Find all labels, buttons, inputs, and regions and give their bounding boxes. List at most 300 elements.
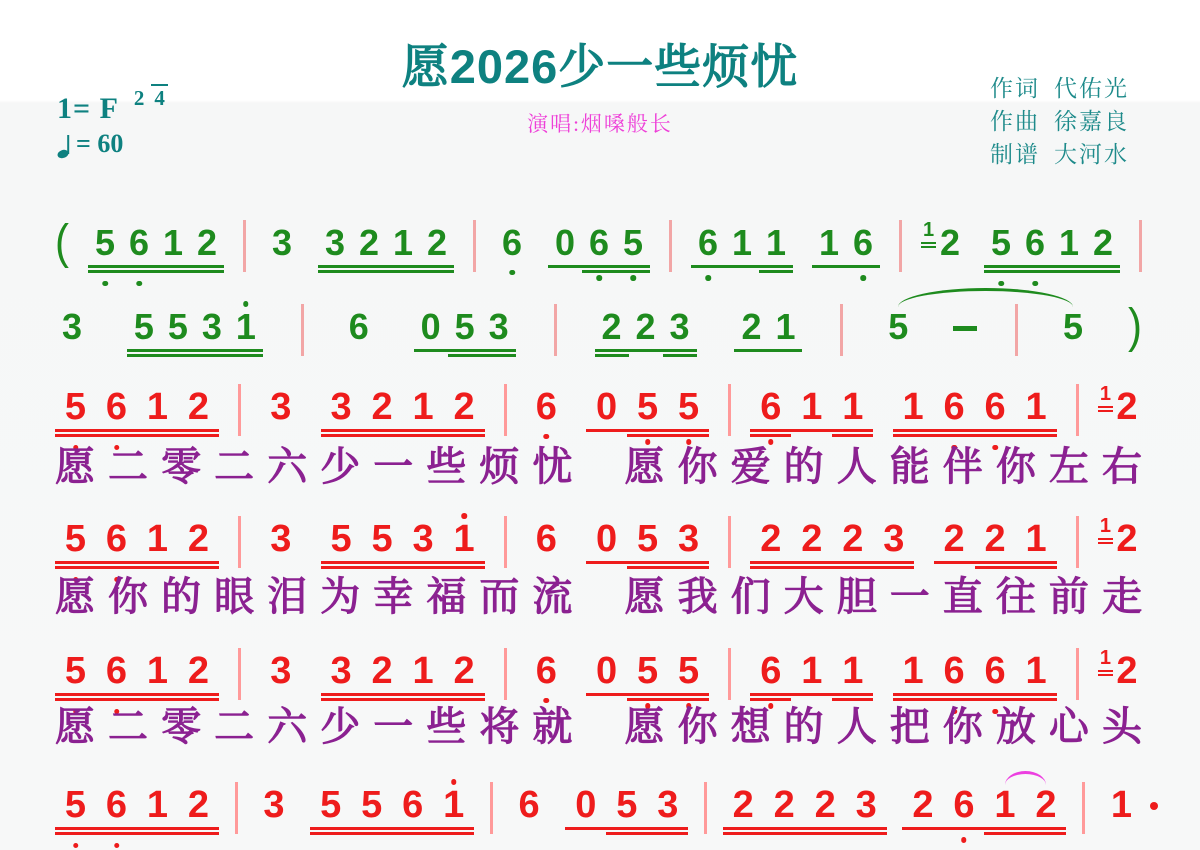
- note-digit: 5: [133, 306, 154, 347]
- note: [342, 308, 376, 346]
- grace-note: [1098, 648, 1113, 676]
- note: [1052, 224, 1086, 262]
- beam-line: [893, 429, 1057, 432]
- beam-line: [55, 693, 219, 696]
- note: [55, 786, 96, 824]
- note: [260, 520, 301, 558]
- beam-line: [55, 429, 219, 432]
- note: [137, 520, 178, 558]
- barline: [704, 782, 707, 834]
- note-digit: 1: [1025, 386, 1047, 428]
- beam-line: [586, 429, 709, 432]
- note-digit: 6: [1024, 222, 1046, 263]
- singer-line: 演唱:烟嗓般长: [527, 112, 673, 136]
- lyric-char: 们: [730, 574, 771, 619]
- note-digit: 3: [61, 306, 83, 347]
- beam-subline: [832, 434, 873, 437]
- note-digit: 1: [775, 306, 796, 347]
- lyric-char: 人: [836, 704, 877, 749]
- note: [723, 786, 764, 824]
- lyric-char: 就: [532, 704, 573, 749]
- note: [352, 224, 386, 262]
- barline: [235, 782, 238, 834]
- lyric-char: 人: [836, 444, 877, 489]
- lyric-char: 心: [1048, 704, 1089, 749]
- barline: [1076, 384, 1079, 436]
- note: [734, 308, 768, 346]
- octave-dot-low: [114, 843, 120, 849]
- beam-subline: [750, 434, 791, 437]
- beam-group: [723, 786, 887, 824]
- beam-line: [902, 827, 1066, 830]
- credit-label: 作曲: [990, 109, 1040, 134]
- barline: [301, 304, 304, 356]
- music-line-verse-3: [55, 647, 1142, 692]
- grace-digit: 1: [1099, 515, 1111, 537]
- beam-group: [893, 652, 1057, 690]
- barline: [899, 220, 902, 272]
- beam-line: [55, 827, 219, 830]
- octave-dot-low: [596, 275, 602, 281]
- note-digit: 1: [1110, 784, 1132, 826]
- beam-line: [88, 265, 224, 268]
- note-digit: 5: [622, 222, 644, 263]
- note: [403, 388, 444, 426]
- lyric-char: 二: [108, 704, 149, 749]
- barline: [669, 220, 672, 272]
- song-title: 愿2026少一些烦忧: [401, 40, 799, 93]
- note: [55, 388, 96, 426]
- note-digit: 2: [187, 518, 210, 560]
- note-digit: 1: [731, 222, 753, 263]
- note-digit: 3: [270, 518, 292, 560]
- close-paren: ): [1127, 298, 1142, 353]
- note-digit: 5: [454, 306, 475, 347]
- note-digit: 1: [453, 518, 475, 560]
- note: [265, 224, 299, 262]
- note-digit: 6: [984, 650, 1006, 692]
- octave-dot-low: [630, 275, 636, 281]
- note: [127, 308, 161, 346]
- lyric-char: 头: [1101, 704, 1142, 749]
- grace-note-pair: [1098, 516, 1142, 558]
- note: [759, 224, 793, 262]
- note-digit: 5: [330, 518, 352, 560]
- grace-digit: 1: [1099, 647, 1111, 669]
- note-digit: 6: [535, 650, 557, 692]
- octave-dot-low: [1032, 281, 1038, 287]
- beam-subline: [627, 698, 709, 701]
- note: [668, 652, 709, 690]
- beam-line: [934, 561, 1057, 564]
- note-digit: 5: [636, 386, 659, 428]
- note-digit: 0: [420, 306, 441, 347]
- lyric-char: 幸: [373, 574, 414, 619]
- note-digit: 2: [1092, 222, 1114, 263]
- note-digit: 3: [263, 784, 285, 826]
- note: [616, 224, 650, 262]
- note-digit: 2: [1035, 784, 1057, 826]
- octave-dot-low: [705, 275, 711, 281]
- note: [832, 652, 873, 690]
- note-digit: 3: [883, 518, 905, 560]
- note: [321, 652, 362, 690]
- barline: [243, 220, 246, 272]
- note-digit: 6: [128, 222, 150, 263]
- credit-name: 代佑光: [1054, 76, 1129, 101]
- beam-line: [127, 349, 263, 352]
- note-digit: 3: [412, 518, 434, 560]
- note-digit: 5: [64, 650, 87, 692]
- octave-dot-high: [461, 513, 467, 519]
- beam-line: [321, 434, 485, 437]
- beam-group: [55, 786, 219, 824]
- lyric-char: 一: [889, 574, 930, 619]
- lyrics-line-1: [55, 444, 1142, 490]
- barline: [728, 648, 731, 700]
- note: [893, 652, 934, 690]
- note: [565, 786, 606, 824]
- barline: [490, 782, 493, 834]
- note-digit: 2: [741, 306, 762, 347]
- note: [881, 308, 915, 346]
- note: [627, 652, 668, 690]
- beam-subline: [627, 434, 709, 437]
- note-digit: 2: [842, 518, 864, 560]
- note: [137, 652, 178, 690]
- note-digit: 6: [501, 222, 523, 263]
- beam-group: [750, 388, 873, 426]
- note: [1018, 224, 1052, 262]
- lyric-char: 我: [677, 574, 718, 619]
- lyric-char: 走: [1101, 574, 1142, 619]
- note: [137, 786, 178, 824]
- note-digit: 2: [814, 784, 836, 826]
- note: [595, 308, 629, 346]
- beam-line: [565, 827, 688, 830]
- credit-lyricist: [990, 72, 1129, 105]
- note-digit: 6: [105, 518, 128, 560]
- note-digit: 1: [412, 386, 434, 428]
- note-digit: 1: [842, 386, 864, 428]
- note: [321, 520, 362, 558]
- octave-dot-high: [451, 779, 457, 785]
- note-digit: 5: [371, 518, 393, 560]
- note: [482, 308, 516, 346]
- note: [321, 388, 362, 426]
- barline: [504, 384, 507, 436]
- note: [1016, 388, 1057, 426]
- barline: [728, 516, 731, 568]
- note: [351, 786, 392, 824]
- beam-group: [734, 308, 802, 346]
- note: [902, 786, 943, 824]
- note-digit: 6: [105, 784, 128, 826]
- note-digit: 1: [146, 784, 169, 826]
- note-digit: 6: [943, 386, 965, 428]
- note: [943, 786, 984, 824]
- note: [768, 308, 802, 346]
- lyric-char: 右: [1101, 444, 1142, 489]
- octave-dot-low: [998, 281, 1004, 287]
- octave-dot-low: [544, 434, 550, 440]
- lyric-char: 想: [730, 704, 771, 749]
- beam-group: [321, 388, 485, 426]
- beam-group: [750, 652, 873, 690]
- lyric-char: 六: [267, 444, 308, 489]
- lyric-char: 少: [320, 704, 361, 749]
- note-digit: 6: [943, 650, 965, 692]
- beam-group: [55, 520, 219, 558]
- lyric-char: 放: [995, 704, 1036, 749]
- note: [55, 520, 96, 558]
- beam-subline: [832, 698, 873, 701]
- beam-line: [321, 693, 485, 696]
- note: [934, 652, 975, 690]
- note-digit: 5: [990, 222, 1012, 263]
- note-digit: 1: [146, 386, 169, 428]
- beam-line: [321, 698, 485, 701]
- octave-dot-low: [102, 281, 108, 287]
- note: [190, 224, 224, 262]
- octave-dot-low: [509, 270, 515, 276]
- note-digit: 3: [324, 222, 346, 263]
- lyric-char: 你: [995, 444, 1036, 489]
- key-signature-row: [57, 86, 168, 125]
- beam-subline: [606, 832, 688, 835]
- note: [195, 308, 229, 346]
- beam-line: [55, 832, 219, 835]
- note: [444, 388, 485, 426]
- note: [975, 388, 1016, 426]
- lyric-char: 愿: [624, 574, 665, 619]
- barline: [238, 648, 241, 700]
- note-digit: 2: [912, 784, 934, 826]
- note: [260, 652, 301, 690]
- lyric-char: 愿: [55, 444, 95, 489]
- note: [1056, 308, 1090, 346]
- note-digit: 2: [187, 784, 210, 826]
- lyric-char: 一: [373, 704, 414, 749]
- note: [178, 388, 219, 426]
- tempo-row: [57, 129, 168, 159]
- note: [627, 388, 668, 426]
- barline: [840, 304, 843, 356]
- lyric-char: 大: [783, 574, 824, 619]
- note: [764, 786, 805, 824]
- beam-subline: [448, 354, 516, 357]
- beam-line: [734, 349, 802, 352]
- lyric-char: 二: [214, 444, 255, 489]
- beam-line: [548, 265, 650, 268]
- lyric-char: 胆: [836, 574, 877, 619]
- note: [403, 652, 444, 690]
- note-digit: 1: [1025, 518, 1047, 560]
- beam-subline: [627, 566, 709, 569]
- beam-line: [723, 827, 887, 830]
- octave-dot-low: [136, 281, 142, 287]
- note: [691, 224, 725, 262]
- lyric-char: 而: [479, 574, 520, 619]
- note: [934, 388, 975, 426]
- note-digit: 5: [64, 784, 87, 826]
- note-digit: 1: [1058, 222, 1080, 263]
- note-digit: 3: [330, 650, 352, 692]
- barline: [1082, 782, 1085, 834]
- note: [55, 308, 89, 346]
- lyric-char: 把: [889, 704, 930, 749]
- lyric-char: 二: [108, 444, 149, 489]
- lyric-char: 你: [942, 704, 983, 749]
- key-tempo-block: [57, 86, 168, 159]
- note: [444, 652, 485, 690]
- note-digit: 0: [595, 518, 618, 560]
- note-digit: 5: [361, 784, 383, 826]
- beam-group: [55, 388, 219, 426]
- beam-line: [88, 270, 224, 273]
- lyric-char: 将: [479, 704, 520, 749]
- note: [96, 388, 137, 426]
- note: [96, 786, 137, 824]
- lyric-char: 愿: [55, 704, 95, 749]
- lyric-char: 愿: [624, 444, 665, 489]
- note: [403, 520, 444, 558]
- beam-group: [934, 520, 1057, 558]
- beam-line: [55, 566, 219, 569]
- note: [750, 520, 791, 558]
- note: [975, 652, 1016, 690]
- beam-group: [691, 224, 793, 262]
- note-digit: 2: [196, 222, 218, 263]
- augmentation-dot: [1150, 802, 1158, 810]
- note: [318, 224, 352, 262]
- note: [137, 388, 178, 426]
- note: [156, 224, 190, 262]
- beam-group: [586, 652, 709, 690]
- note-digit: 1: [801, 650, 823, 692]
- note: [668, 388, 709, 426]
- note: [414, 308, 448, 346]
- note: [420, 224, 454, 262]
- note-digit: 1: [994, 784, 1016, 826]
- note: [846, 224, 880, 262]
- note: [812, 224, 846, 262]
- note: [668, 520, 709, 558]
- note: [362, 520, 403, 558]
- note-digit: 6: [535, 386, 557, 428]
- note: [526, 652, 567, 690]
- note: [362, 652, 403, 690]
- beam-group: [318, 224, 454, 262]
- note-digit: 1: [842, 650, 864, 692]
- note: [750, 388, 791, 426]
- lyric-char: 左: [1048, 444, 1089, 489]
- beam-line: [750, 566, 914, 569]
- note-digit: 2: [371, 650, 393, 692]
- lyric-char: 一: [373, 444, 414, 489]
- note-digit: 3: [270, 650, 292, 692]
- beam-line: [984, 265, 1120, 268]
- octave-dot-low: [860, 275, 866, 281]
- lyric-char: 你: [677, 444, 718, 489]
- lyric-char: 你: [108, 574, 149, 619]
- note: [629, 308, 663, 346]
- note: [1025, 786, 1066, 824]
- barline: [238, 516, 241, 568]
- note-digit: 1: [801, 386, 823, 428]
- note: [526, 388, 567, 426]
- note-digit: 5: [888, 306, 909, 347]
- barline: [473, 220, 476, 272]
- note: [663, 308, 697, 346]
- note: [509, 786, 550, 824]
- grace-beam: [921, 246, 936, 248]
- note-digit: 6: [760, 650, 782, 692]
- lyric-char: 泪: [267, 574, 308, 619]
- note-digit: 1: [818, 222, 840, 263]
- grace-note: [1098, 384, 1113, 412]
- note: [586, 520, 627, 558]
- beam-line: [812, 265, 880, 268]
- beam-group: [548, 224, 650, 262]
- beam-subline: [984, 832, 1066, 835]
- lyric-char: 眼: [214, 574, 255, 619]
- note-digit: 2: [453, 650, 475, 692]
- beam-line: [310, 832, 474, 835]
- note: [96, 520, 137, 558]
- note-digit: 6: [518, 784, 540, 826]
- beam-line: [586, 561, 709, 564]
- note: [873, 520, 914, 558]
- note: [1016, 652, 1057, 690]
- grace-digit: 1: [922, 219, 935, 241]
- note-digit: 2: [1116, 650, 1138, 692]
- beam-group: [893, 388, 1057, 426]
- note-digit: 6: [105, 650, 128, 692]
- barline: [728, 384, 731, 436]
- note-digit: 5: [1063, 306, 1084, 347]
- lyric-char: 少: [320, 444, 361, 489]
- note: [791, 520, 832, 558]
- octave-dot-low: [73, 843, 79, 849]
- music-line-intro-2: [55, 298, 1142, 353]
- note: [548, 224, 582, 262]
- beam-group: [984, 224, 1120, 262]
- note: [586, 388, 627, 426]
- beam-line: [321, 566, 485, 569]
- time-signature: [131, 88, 168, 110]
- note-digit: 1: [1025, 650, 1047, 692]
- beam-line: [310, 827, 474, 830]
- note-digit: 5: [616, 784, 638, 826]
- note: [526, 520, 567, 558]
- note-digit: 1: [902, 386, 924, 428]
- note: [229, 308, 263, 346]
- lyric-char: 些: [426, 704, 467, 749]
- lyric-char: 忧: [532, 444, 573, 489]
- note: [1016, 520, 1057, 558]
- beam-group: [321, 652, 485, 690]
- time-signature-numerator: 2: [133, 86, 145, 110]
- note: [178, 652, 219, 690]
- beam-line: [595, 349, 697, 352]
- beam-line: [984, 270, 1120, 273]
- lyric-char: 的: [783, 704, 824, 749]
- note-digit: 3: [657, 784, 679, 826]
- grace-beam: [1098, 538, 1113, 540]
- note-digit: 2: [358, 222, 380, 263]
- note-digit: 3: [669, 306, 690, 347]
